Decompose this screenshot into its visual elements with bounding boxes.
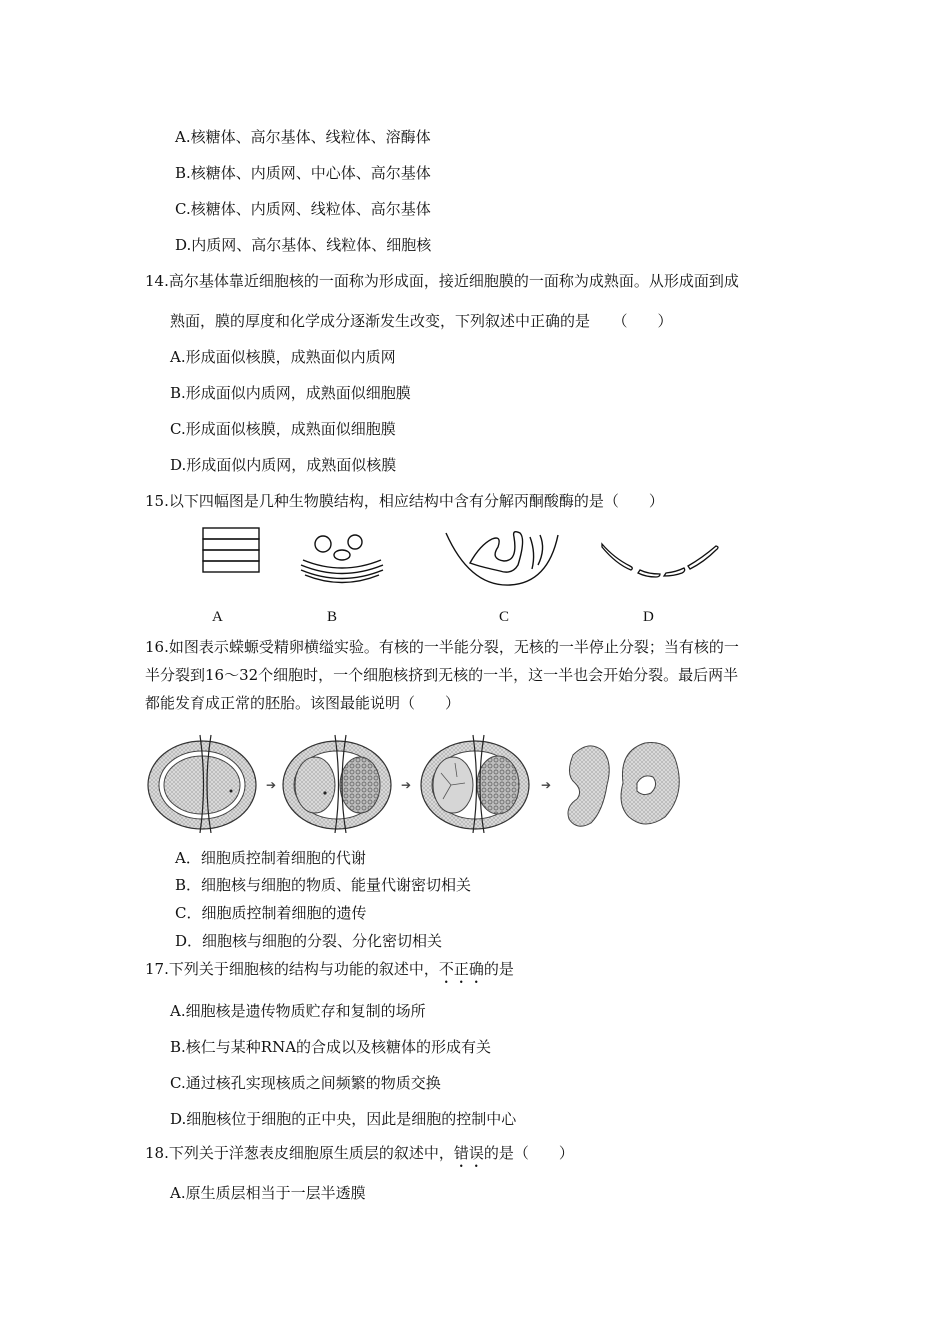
- q15-stem: 15.以下四幅图是几种生物膜结构，相应结构中含有分解丙酮酸酶的是（ ）: [145, 492, 664, 510]
- q13-option-a: A.核糖体、高尔基体、线粒体、溶酶体: [175, 128, 431, 146]
- embryo-stage-1: [148, 735, 256, 833]
- q16-option-b: B．细胞核与细胞的物质、能量代谢密切相关: [175, 876, 472, 894]
- embryo-stage-2: [283, 735, 391, 833]
- q17-option-d: D.细胞核位于细胞的正中央，因此是细胞的控制中心: [170, 1110, 517, 1128]
- svg-text:➔: ➔: [266, 778, 277, 792]
- membrane-figure-a: [195, 525, 265, 585]
- q13-option-b: B.核糖体、内质网、中心体、高尔基体: [175, 164, 431, 182]
- embryo-stage-3: [421, 735, 529, 833]
- q16-option-c: C．细胞质控制着细胞的遗传: [175, 904, 367, 922]
- q14-stem-line1: 14.高尔基体靠近细胞核的一面称为形成面，接近细胞膜的一面称为成熟面。从形成面到成: [145, 272, 739, 290]
- q14-option-d: D.形成面似内质网，成熟面似核膜: [170, 456, 397, 474]
- q18-stem-before: 18.下列关于洋葱表皮细胞原生质层的叙述中，: [145, 1144, 454, 1162]
- svg-text:➔: ➔: [541, 778, 552, 792]
- q16-stem-line2: 半分裂到16～32个细胞时，一个细胞核挤到无核的一半，这一半也会开始分裂。最后两半: [145, 666, 739, 684]
- membrane-figure-d: [598, 538, 723, 583]
- q14-option-a: A.形成面似核膜，成熟面似内质网: [170, 348, 396, 366]
- figure-label-d: D: [643, 609, 654, 625]
- q17-stem: [145, 959, 514, 987]
- svg-text:➔: ➔: [401, 778, 412, 792]
- membrane-figure-b: [295, 530, 390, 590]
- q18-stem-after: 的是（ ）: [483, 1144, 574, 1162]
- q17-option-c: C.通过核孔实现核质之间频繁的物质交换: [170, 1074, 441, 1092]
- q17-stem-before: 17.下列关于细胞核的结构与功能的叙述中，: [145, 960, 439, 978]
- q16-option-d: D．细胞核与细胞的分裂、分化密切相关: [175, 932, 443, 950]
- q16-option-a: A．细胞质控制着细胞的代谢: [175, 849, 366, 867]
- q18-stem: [145, 1143, 574, 1171]
- q13-option-c: C.核糖体、内质网、线粒体、高尔基体: [175, 200, 431, 218]
- q16-stem-line1: 16.如图表示蝾螈受精卵横缢实验。有核的一半能分裂，无核的一半停止分裂；当有核的一: [145, 638, 739, 656]
- q17-option-a: A.细胞核是遗传物质贮存和复制的场所: [170, 1002, 426, 1020]
- figure-label-a: A: [212, 609, 223, 625]
- q14-stem-line2: 熟面，膜的厚度和化学成分逐渐发生改变，下列叙述中正确的是 （ ）: [170, 312, 673, 330]
- q14-option-b: B.形成面似内质网，成熟面似细胞膜: [170, 384, 411, 402]
- q16-stem-line3: 都能发育成正常的胚胎。该图最能说明（ ）: [145, 694, 461, 712]
- q14-option-c: C.形成面似核膜，成熟面似细胞膜: [170, 420, 396, 438]
- figure-label-c: C: [499, 609, 510, 625]
- q18-stem-emphasis: 错误: [453, 1144, 484, 1162]
- q17-stem-emphasis: 不正确: [438, 960, 484, 978]
- q17-option-b: B.核仁与某种RNA的合成以及核糖体的形成有关: [170, 1038, 492, 1056]
- embryo-ligation-figure: [145, 733, 685, 833]
- q17-stem-after: 的是: [483, 960, 514, 978]
- q13-option-d: D.内质网、高尔基体、线粒体、细胞核: [175, 236, 432, 254]
- figure-label-b: B: [327, 609, 338, 625]
- membrane-figure-c: [440, 525, 565, 590]
- q18-option-a: A.原生质层相当于一层半透膜: [170, 1184, 366, 1202]
- embryo-stage-4: [568, 742, 679, 826]
